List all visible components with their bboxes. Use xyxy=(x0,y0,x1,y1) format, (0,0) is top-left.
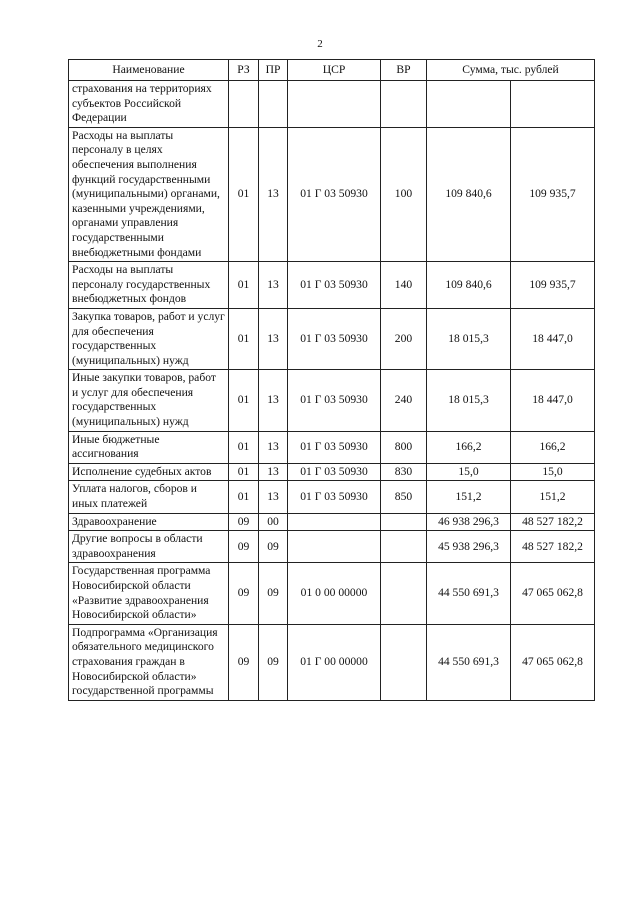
row-pr: 13 xyxy=(259,308,288,369)
row-vr xyxy=(381,81,427,128)
row-rz: 01 xyxy=(229,370,259,431)
row-sum-second: 18 447,0 xyxy=(511,308,595,369)
row-pr: 00 xyxy=(259,513,288,531)
header-csr: ЦСР xyxy=(288,60,381,81)
row-sum-second: 109 935,7 xyxy=(511,262,595,309)
row-name: Уплата налогов, сборов и иных платежей xyxy=(69,481,229,513)
row-sum-first xyxy=(427,81,511,128)
row-vr xyxy=(381,624,427,700)
row-sum-second xyxy=(511,81,595,128)
header-pr: ПР xyxy=(259,60,288,81)
row-name: Расходы на выплаты персоналу государственных внебюджетных фондов xyxy=(69,262,229,309)
row-sum-second: 109 935,7 xyxy=(511,127,595,261)
row-csr: 01 Г 03 50930 xyxy=(288,127,381,261)
table-row xyxy=(69,463,595,481)
header-sum: Сумма, тыс. рублей xyxy=(427,60,595,81)
row-vr xyxy=(381,563,427,624)
row-sum-second: 15,0 xyxy=(511,463,595,481)
table-row xyxy=(69,262,595,309)
row-sum-second: 47 065 062,8 xyxy=(511,624,595,700)
row-rz: 09 xyxy=(229,624,259,700)
row-rz: 09 xyxy=(229,513,259,531)
row-sum-first: 166,2 xyxy=(427,431,511,463)
row-csr: 01 Г 03 50930 xyxy=(288,370,381,431)
row-name: Здравоохранение xyxy=(69,513,229,531)
row-name: страхования на территориях субъектов Российской Федерации xyxy=(69,81,229,128)
row-sum-second: 18 447,0 xyxy=(511,370,595,431)
row-sum-first: 44 550 691,3 xyxy=(427,563,511,624)
row-csr: 01 Г 03 50930 xyxy=(288,481,381,513)
row-pr: 13 xyxy=(259,127,288,261)
row-vr xyxy=(381,513,427,531)
row-name: Государственная программа Новосибирской области «Развитие здравоохранения Новосибирской области» xyxy=(69,563,229,624)
row-rz: 01 xyxy=(229,431,259,463)
row-name: Подпрограмма «Организация обязательного медицинского страхования граждан в Новосибирской области» государственной программы xyxy=(69,624,229,700)
row-name: Другие вопросы в области здравоохранения xyxy=(69,531,229,563)
table-row xyxy=(69,81,595,128)
row-pr: 09 xyxy=(259,624,288,700)
table-row xyxy=(69,531,595,563)
row-sum-second: 151,2 xyxy=(511,481,595,513)
table-row xyxy=(69,563,595,624)
table-row xyxy=(69,513,595,531)
row-sum-second: 48 527 182,2 xyxy=(511,531,595,563)
row-pr: 13 xyxy=(259,463,288,481)
row-sum-first: 109 840,6 xyxy=(427,262,511,309)
page-number: 2 xyxy=(317,38,323,50)
row-name: Расходы на выплаты персоналу в целях обеспечения выполнения функций государственными (муниципальными) органами, казенными учреждениями, органами управления государственными внебюджетными фондами xyxy=(69,127,229,261)
table-row xyxy=(69,308,595,369)
row-pr: 13 xyxy=(259,481,288,513)
row-sum-first: 18 015,3 xyxy=(427,308,511,369)
row-csr: 01 Г 03 50930 xyxy=(288,431,381,463)
row-vr xyxy=(381,531,427,563)
table-row xyxy=(69,370,595,431)
row-sum-second: 47 065 062,8 xyxy=(511,563,595,624)
row-vr: 140 xyxy=(381,262,427,309)
row-name: Иные бюджетные ассигнования xyxy=(69,431,229,463)
row-sum-first: 45 938 296,3 xyxy=(427,531,511,563)
row-csr: 01 Г 03 50930 xyxy=(288,262,381,309)
row-pr: 13 xyxy=(259,370,288,431)
row-sum-first: 46 938 296,3 xyxy=(427,513,511,531)
row-vr: 850 xyxy=(381,481,427,513)
row-sum-second: 48 527 182,2 xyxy=(511,513,595,531)
row-rz: 09 xyxy=(229,563,259,624)
row-csr xyxy=(288,531,381,563)
row-pr: 13 xyxy=(259,431,288,463)
header-rz: РЗ xyxy=(229,60,259,81)
table-row xyxy=(69,431,595,463)
row-sum-first: 109 840,6 xyxy=(427,127,511,261)
row-csr: 01 Г 03 50930 xyxy=(288,308,381,369)
row-rz: 09 xyxy=(229,531,259,563)
row-rz: 01 xyxy=(229,308,259,369)
row-rz: 01 xyxy=(229,127,259,261)
row-rz: 01 xyxy=(229,463,259,481)
row-csr: 01 Г 03 50930 xyxy=(288,463,381,481)
table-row xyxy=(69,624,595,700)
row-csr: 01 Г 00 00000 xyxy=(288,624,381,700)
row-vr: 100 xyxy=(381,127,427,261)
table-header-row xyxy=(69,60,595,81)
row-vr: 240 xyxy=(381,370,427,431)
row-pr xyxy=(259,81,288,128)
row-csr xyxy=(288,81,381,128)
row-pr: 09 xyxy=(259,563,288,624)
row-name: Иные закупки товаров, работ и услуг для обеспечения государственных (муниципальных) нужд xyxy=(69,370,229,431)
header-vr: ВР xyxy=(381,60,427,81)
table-row xyxy=(69,127,595,261)
row-sum-second: 166,2 xyxy=(511,431,595,463)
row-vr: 200 xyxy=(381,308,427,369)
row-vr: 830 xyxy=(381,463,427,481)
table-body xyxy=(69,81,595,701)
row-name: Исполнение судебных актов xyxy=(69,463,229,481)
row-sum-first: 18 015,3 xyxy=(427,370,511,431)
row-pr: 13 xyxy=(259,262,288,309)
row-rz: 01 xyxy=(229,481,259,513)
row-sum-first: 15,0 xyxy=(427,463,511,481)
row-rz xyxy=(229,81,259,128)
table-row xyxy=(69,481,595,513)
row-csr: 01 0 00 00000 xyxy=(288,563,381,624)
row-vr: 800 xyxy=(381,431,427,463)
row-sum-first: 151,2 xyxy=(427,481,511,513)
row-sum-first: 44 550 691,3 xyxy=(427,624,511,700)
header-name: Наименование xyxy=(69,60,229,81)
budget-table xyxy=(68,59,595,701)
row-csr xyxy=(288,513,381,531)
row-name: Закупка товаров, работ и услуг для обеспечения государственных (муниципальных) нужд xyxy=(69,308,229,369)
row-rz: 01 xyxy=(229,262,259,309)
row-pr: 09 xyxy=(259,531,288,563)
